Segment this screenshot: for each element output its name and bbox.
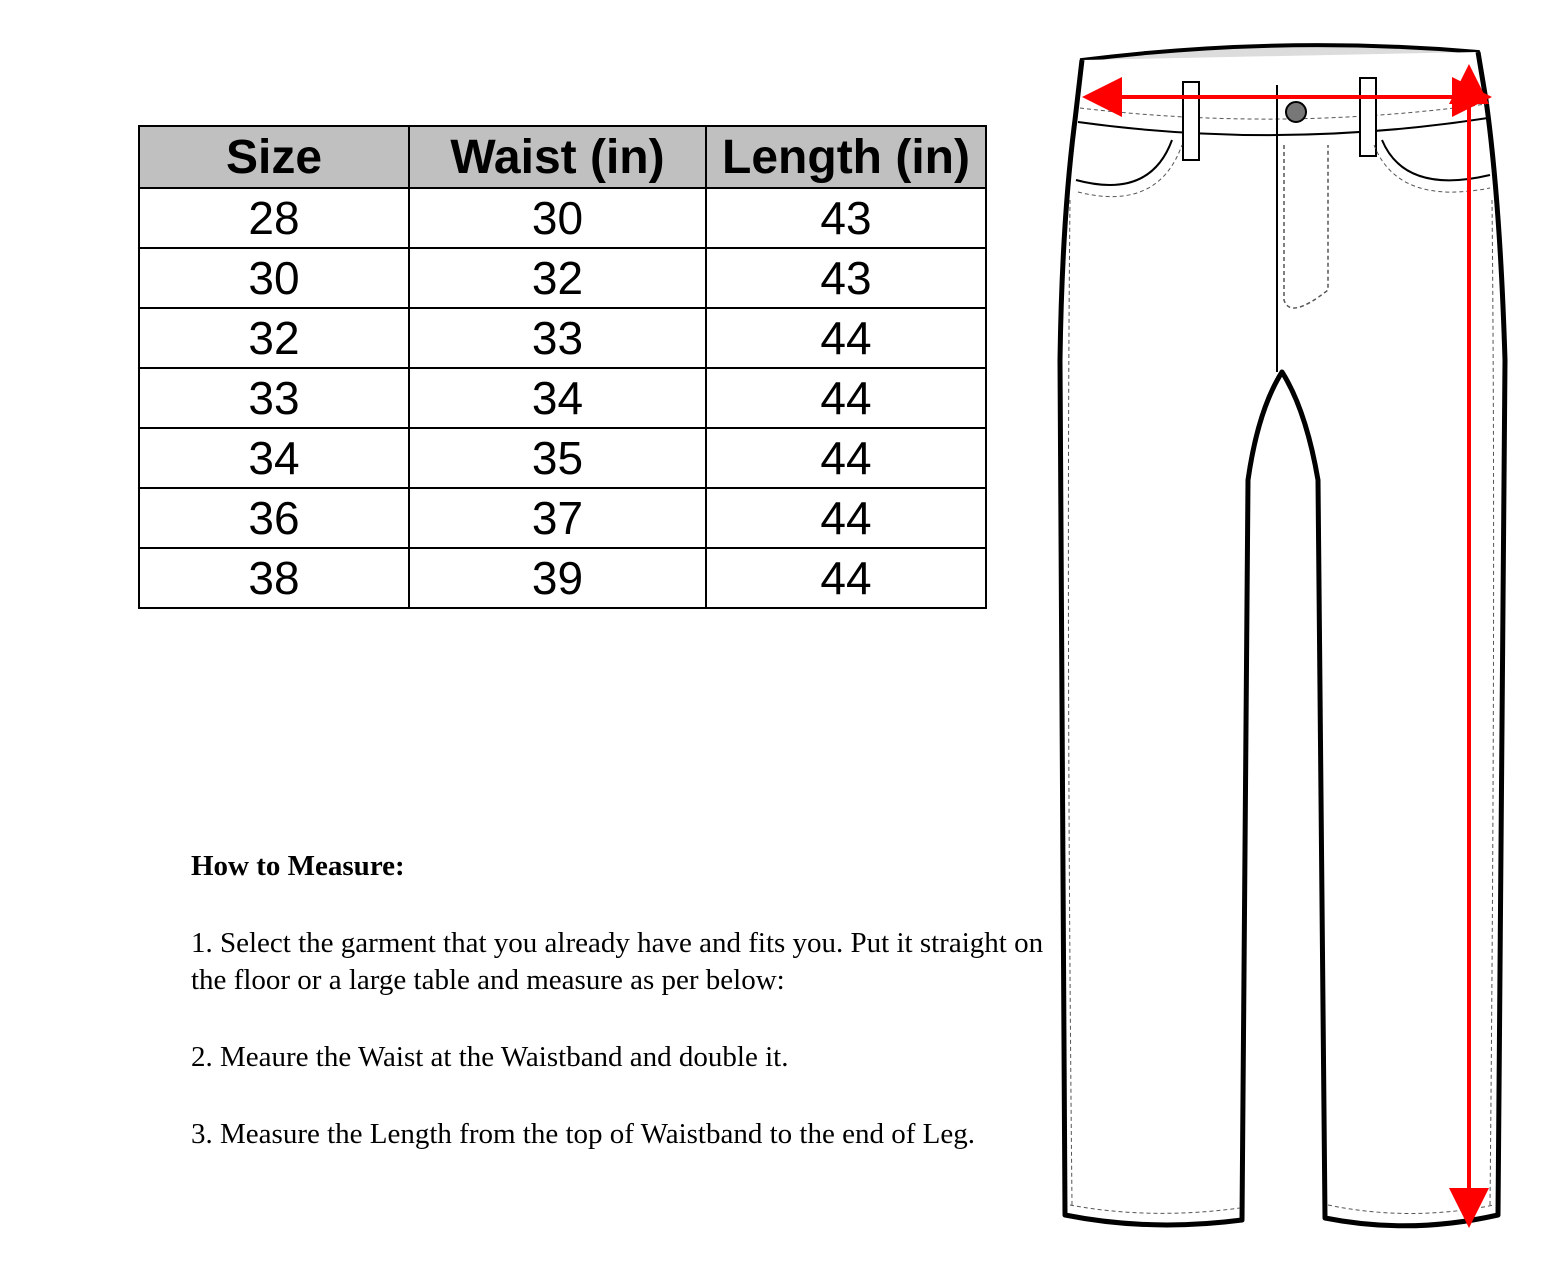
cell-waist: 35 <box>409 428 706 488</box>
pants-illustration <box>1050 30 1510 1240</box>
cell-size: 33 <box>139 368 409 428</box>
cell-size: 28 <box>139 188 409 248</box>
cell-length: 43 <box>706 248 986 308</box>
cell-size: 32 <box>139 308 409 368</box>
table-row <box>139 368 986 428</box>
cell-length: 43 <box>706 188 986 248</box>
cell-length: 44 <box>706 488 986 548</box>
button-icon <box>1286 102 1306 122</box>
cell-waist: 32 <box>409 248 706 308</box>
cell-size: 36 <box>139 488 409 548</box>
instruction-step-1: 1. Select the garment that you already have and fits you. Put it straight on the floor or a large table and measure as per below: <box>191 927 1044 996</box>
cell-waist: 30 <box>409 188 706 248</box>
table-row <box>139 248 986 308</box>
table-row <box>139 548 986 608</box>
belt-loop-right <box>1360 78 1376 156</box>
belt-loop-left <box>1183 82 1199 160</box>
header-size: Size <box>139 126 409 188</box>
table-row <box>139 428 986 488</box>
instruction-step-2: 2. Meaure the Waist at the Waistband and double it. <box>191 1041 789 1073</box>
table-row <box>139 188 986 248</box>
header-length: Length (in) <box>706 126 986 188</box>
table-row <box>139 488 986 548</box>
size-chart-table <box>138 125 987 609</box>
cell-length: 44 <box>706 308 986 368</box>
cell-length: 44 <box>706 428 986 488</box>
cell-size: 30 <box>139 248 409 308</box>
instructions-title: How to Measure: <box>191 850 405 882</box>
cell-waist: 39 <box>409 548 706 608</box>
cell-waist: 34 <box>409 368 706 428</box>
cell-waist: 33 <box>409 308 706 368</box>
instruction-step-3: 3. Measure the Length from the top of Waistband to the end of Leg. <box>191 1118 975 1150</box>
cell-length: 44 <box>706 368 986 428</box>
cell-size: 38 <box>139 548 409 608</box>
pants-outline <box>1060 52 1505 1226</box>
table-header-row <box>139 126 986 188</box>
cell-length: 44 <box>706 548 986 608</box>
cell-waist: 37 <box>409 488 706 548</box>
cell-size: 34 <box>139 428 409 488</box>
table-row <box>139 308 986 368</box>
how-to-measure-section <box>191 848 1071 1193</box>
header-waist: Waist (in) <box>409 126 706 188</box>
